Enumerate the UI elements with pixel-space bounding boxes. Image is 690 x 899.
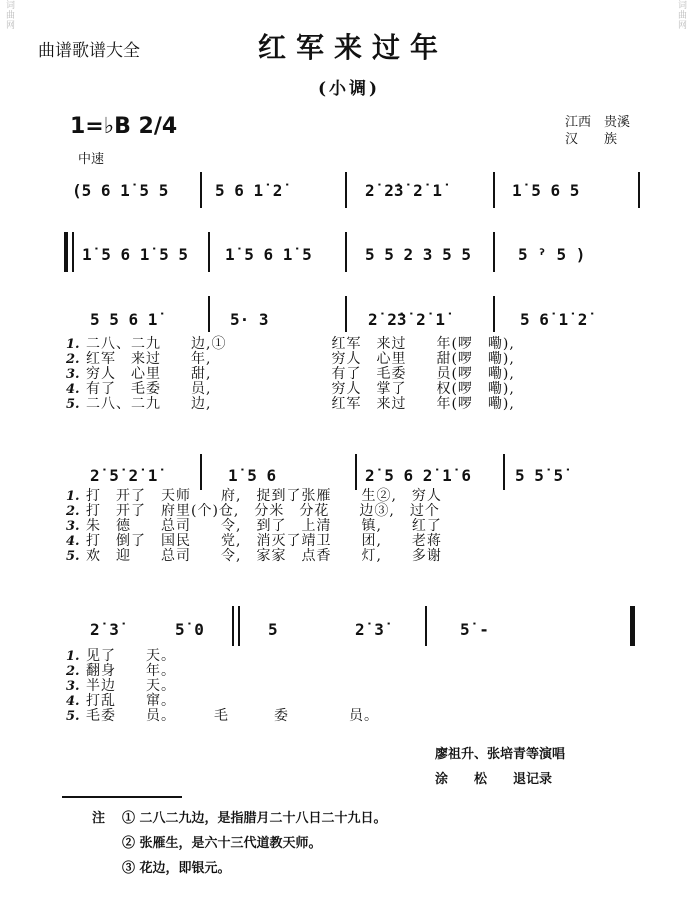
lyric-line: 二八、二九 边,① 红军 来过 年(啰 嘞), — [86, 336, 515, 352]
lyric-line: 翻身 年。 — [86, 663, 176, 679]
intro-measure: 5 6 1̇ 2̇ — [215, 181, 283, 200]
origin-region: 江西 贵溪 — [565, 115, 631, 130]
footnote-1: ① 二八二九边，是指腊月二十八日二十九日。 — [122, 811, 387, 826]
melody-measure: 2̇ 3̇ — [355, 620, 384, 639]
transcriber-credit: 涂 松 退记录 — [435, 772, 553, 787]
lyric-line: 欢 迎 总司 令, 家家 点香 灯, 多谢 — [86, 548, 442, 564]
intro-measure: (5 6 1̇ 5 5 — [72, 181, 169, 200]
verse-number: 4. — [66, 534, 80, 549]
verse-number: 5. — [66, 709, 80, 724]
verse-number: 2. — [66, 664, 80, 679]
footnote-2: ② 张雁生，是六十三代道教天师。 — [122, 836, 322, 851]
intro-measure: 1̇ 5 6 1̇ 5 5 — [82, 245, 188, 264]
footnote-rule — [62, 796, 182, 798]
melody-measure: 5 5 6 1̇ — [90, 310, 158, 329]
verse-number: 4. — [66, 694, 80, 709]
lyric-line: 打乱 窜。 — [86, 693, 176, 709]
intro-measure: 1̇ 5 6 5 — [512, 181, 580, 200]
lyric-line: 二八、二九 边, 红军 来过 年(啰 嘞), — [86, 396, 515, 412]
lyric-line: 半边 天。 — [86, 678, 176, 694]
verse-number: 5. — [66, 397, 80, 412]
melody-measure: 2̇ 5̇ 2̇ 1̇ — [90, 466, 158, 485]
performer-credit: 廖祖升、张培青等演唱 — [435, 747, 566, 762]
watermark-text: 词曲网 — [676, 0, 686, 30]
song-title: 红军来过年 — [258, 31, 449, 64]
lyric-line: 打 倒了 国民 党, 消灭了靖卫 团, 老蒋 — [86, 533, 442, 549]
verse-number: 1. — [66, 489, 80, 504]
melody-measure: 2̇ 3̇ — [90, 620, 119, 639]
melody-measure: 5̇ 0 — [175, 620, 204, 639]
footnote-3: ③ 花边，即银元。 — [122, 861, 231, 876]
verse-number: 3. — [66, 679, 80, 694]
melody-measure: 1̇ 5 6 — [228, 466, 277, 485]
lyric-line: 红军 来过 年, 穷人 心里 甜(啰 嘞), — [86, 351, 515, 367]
melody-measure: 5· 3 — [230, 310, 269, 329]
melody-measure: 5 6̇ 1̇ 2̇ — [520, 310, 588, 329]
tempo-marking: 中速 — [78, 152, 105, 167]
verse-number: 4. — [66, 382, 80, 397]
verse-number: 3. — [66, 519, 80, 534]
lyric-line: 有了 毛委 员, 穷人 掌了 权(啰 嘞), — [86, 381, 515, 397]
lyric-line: 打 开了 府里(个)仓, 分米 分花 边③, 过个 — [86, 503, 440, 519]
watermark-left — [2, 0, 16, 899]
melody-measure: 2̇ 5 6 2̇ 1̇ 6 — [365, 466, 471, 485]
verse-number: 5. — [66, 549, 80, 564]
lyric-line: 毛委 员。 毛 委 员。 — [86, 708, 379, 724]
lyric-line: 见了 天。 — [86, 648, 176, 664]
lyric-line: 打 开了 天师 府, 捉到了张雁 生②, 穷人 — [86, 488, 442, 504]
intro-measure: 1̇ 5 6 1̇ 5 — [225, 245, 312, 264]
lyric-line: 朱 德 总司 令, 到了 上清 镇, 红了 — [86, 518, 442, 534]
melody-measure: 5 — [268, 620, 278, 639]
verse-number: 3. — [66, 367, 80, 382]
verse-number: 1. — [66, 649, 80, 664]
verse-number: 2. — [66, 352, 80, 367]
origin-ethnicity: 汉 族 — [565, 132, 618, 147]
melody-measure: 5 5̇ 5̇ — [515, 466, 564, 485]
verse-number: 2. — [66, 504, 80, 519]
intro-measure: 5 ˀ 5 ) — [518, 245, 586, 264]
lyric-line: 穷人 心里 甜, 有了 毛委 员(啰 嘞), — [86, 366, 515, 382]
watermark-text: 词曲网 — [4, 0, 14, 30]
key-signature: 1=♭B 2/4 — [70, 114, 178, 139]
footnote-label: 注 — [92, 811, 106, 826]
song-origin — [565, 114, 630, 148]
site-label: 曲谱歌谱大全 — [38, 41, 140, 61]
intro-measure: 2̇ 2̇3̇ 2̇ 1̇ — [365, 181, 443, 200]
melody-measure: 5̇ - — [460, 620, 489, 639]
verse-number: 1. — [66, 337, 80, 352]
intro-measure: 5 5 2 3 5 5 — [365, 245, 471, 264]
melody-measure: 2̇ 2̇3̇ 2̇ 1̇ — [368, 310, 446, 329]
song-subtitle: (小调) — [318, 79, 381, 99]
watermark-right — [674, 0, 688, 899]
